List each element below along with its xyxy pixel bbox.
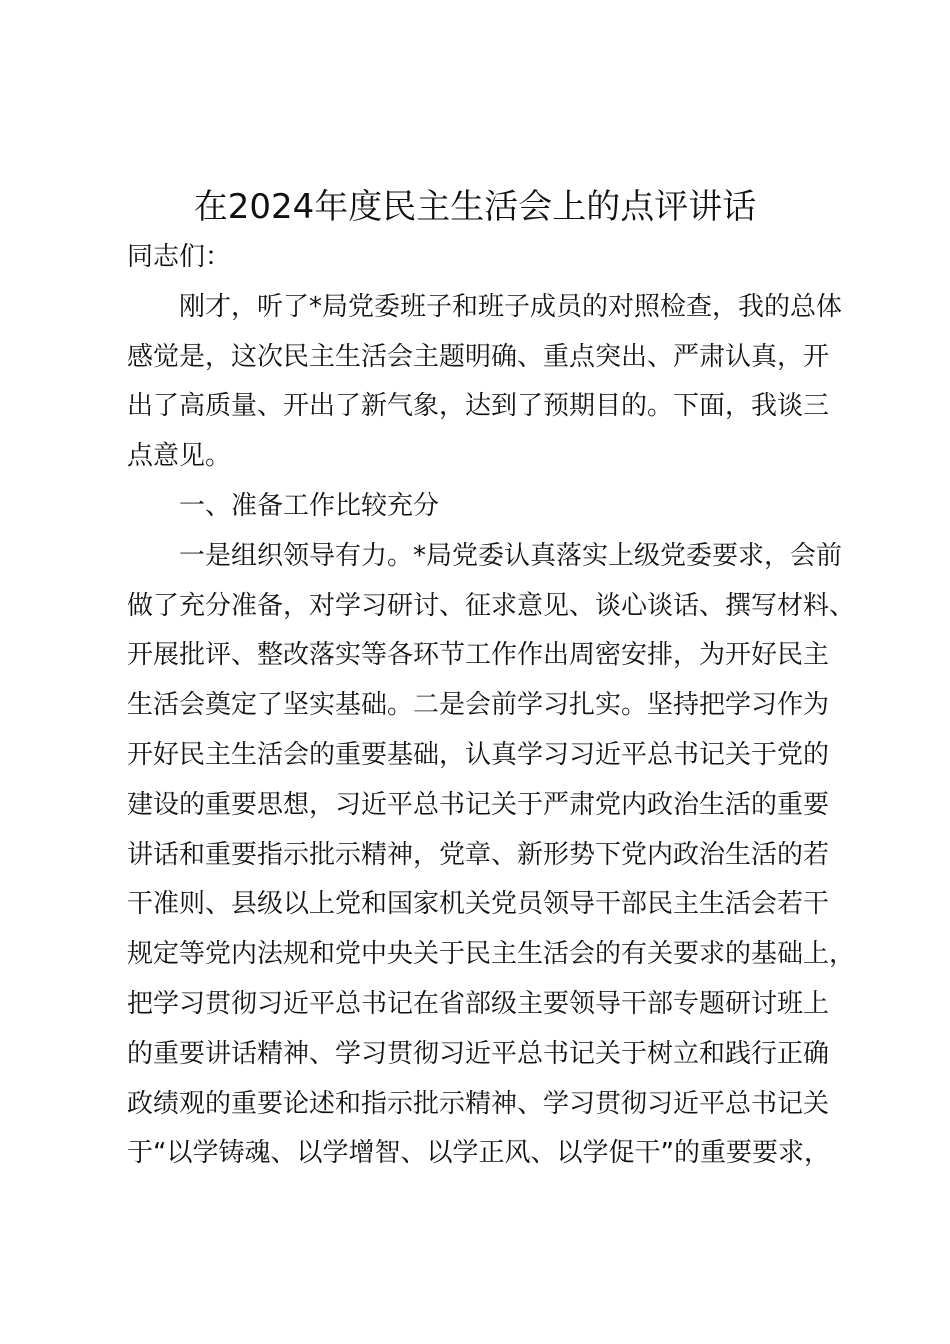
paragraph-line: 讲话和重要指示批示精神，党章、新形势下党内政治生活的若 bbox=[127, 839, 830, 870]
paragraph-line: 做了充分准备，对学习研讨、征求意见、谈心谈话、撰写材料、 bbox=[127, 590, 856, 621]
salutation: 同志们： bbox=[127, 242, 232, 272]
paragraph-line: 干准则、县级以上党和国家机关党员领导干部民主生活会若干 bbox=[127, 889, 830, 920]
paragraph-line: 刚才，听了*局党委班子和班子成员的对照检查，我的总体 bbox=[127, 291, 843, 322]
paragraph-line: 把学习贯彻习近平总书记在省部级主要领导干部专题研讨班上 bbox=[127, 988, 830, 1019]
paragraph-line: 出了高质量、开出了新气象，达到了预期目的。下面，我谈三 bbox=[127, 391, 830, 422]
paragraph-line: 生活会奠定了坚实基础。二是会前学习扎实。坚持把学习作为 bbox=[127, 690, 830, 721]
paragraph-line: 于“以学铸魂、以学增智、以学正风、以学促干”的重要要求， bbox=[127, 1138, 830, 1169]
section-heading: 一、准备工作比较充分 bbox=[127, 490, 440, 521]
paragraph-line: 一是组织领导有力。*局党委认真落实上级党委要求，会前 bbox=[127, 540, 843, 571]
paragraph-line: 建设的重要思想，习近平总书记关于严肃党内政治生活的重要 bbox=[127, 789, 830, 820]
paragraph-line: 的重要讲话精神、学习贯彻习近平总书记关于树立和践行正确 bbox=[127, 1038, 830, 1069]
paragraph-line: 开好民主生活会的重要基础，认真学习习近平总书记关于党的 bbox=[127, 739, 830, 770]
paragraph-line: 感觉是，这次民主生活会主题明确、重点突出、严肃认真，开 bbox=[127, 341, 830, 372]
document-body bbox=[127, 233, 857, 1179]
paragraph-line: 点意见。 bbox=[127, 441, 232, 472]
paragraph-line: 开展批评、整改落实等各环节工作作出周密安排，为开好民主 bbox=[127, 640, 830, 671]
paragraph-line: 政绩观的重要论述和指示批示精神、学习贯彻习近平总书记关 bbox=[127, 1088, 830, 1119]
document-title: 在2024年度民主生活会上的点评讲话 bbox=[193, 187, 757, 227]
paragraph-line: 规定等党内法规和党中央关于民主生活会的有关要求的基础上， bbox=[127, 939, 856, 970]
